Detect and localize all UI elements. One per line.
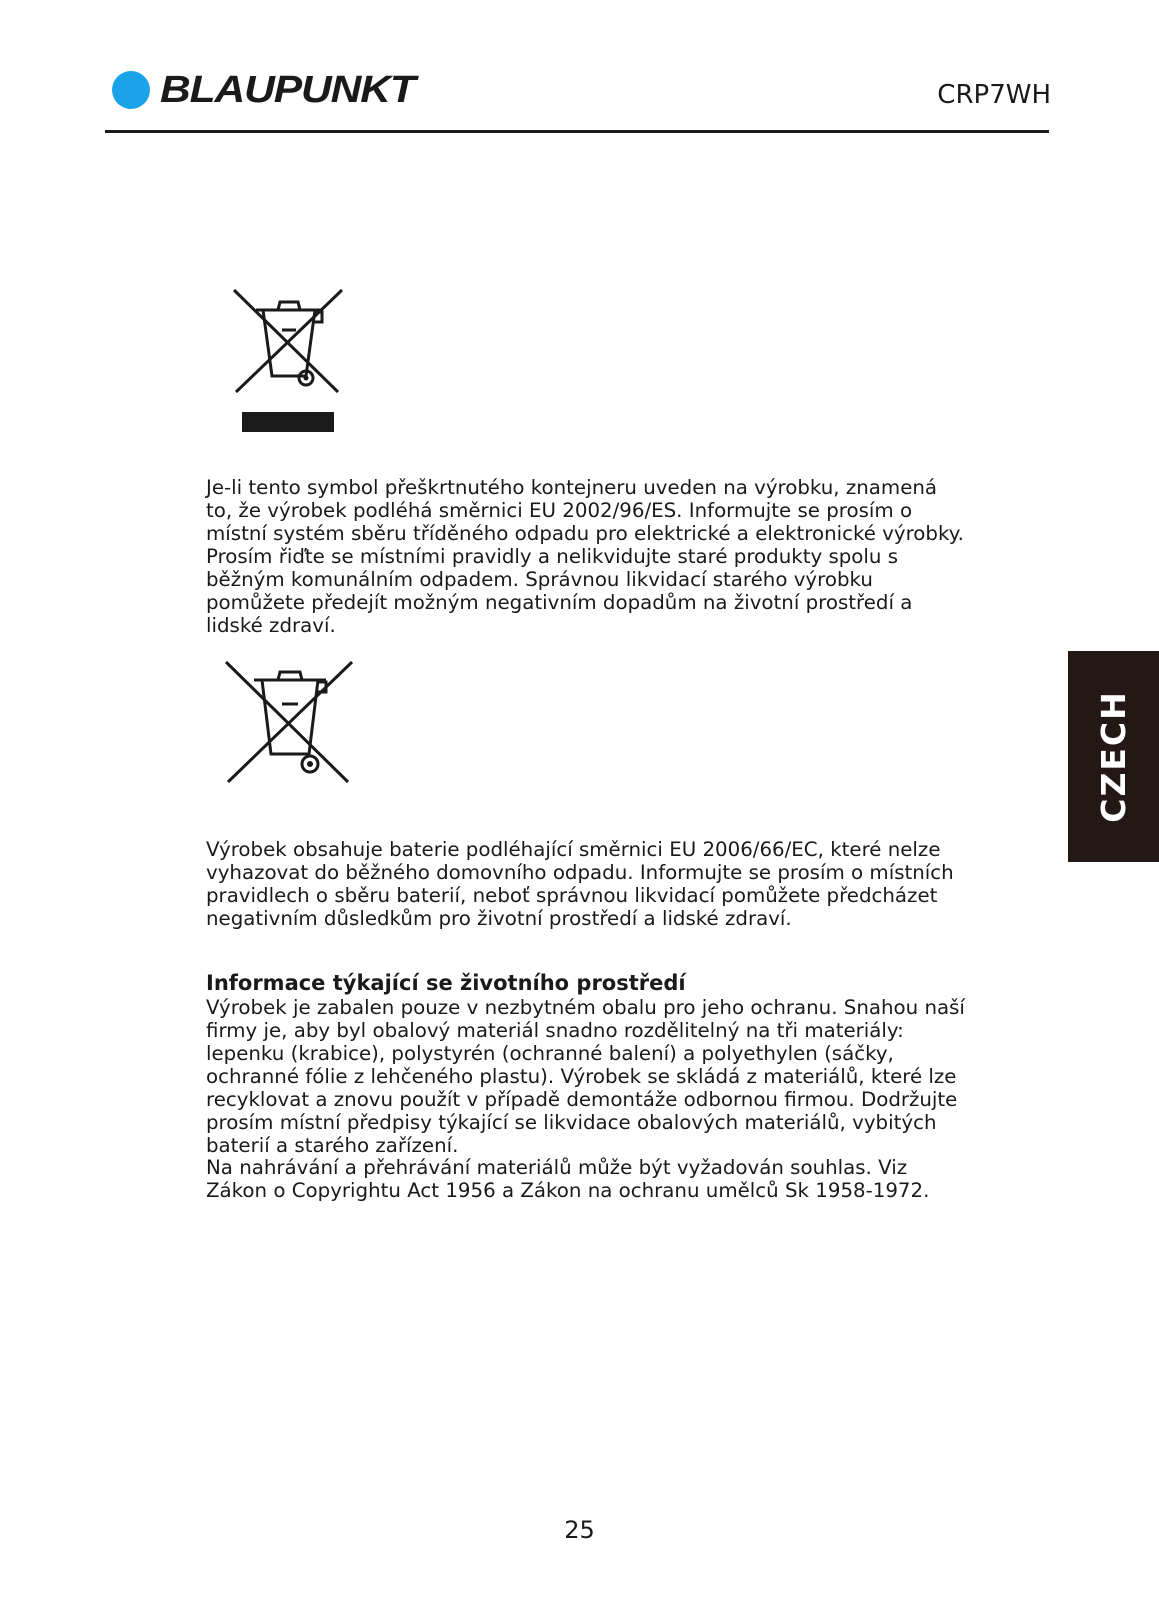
crossed-out-wheeled-bin-with-bar-icon — [230, 286, 346, 438]
environment-heading: Informace týkající se životního prostředí — [206, 971, 686, 995]
language-tab — [1068, 651, 1159, 862]
header-divider — [105, 130, 1049, 133]
weee-disposal-paragraph: Je-li tento symbol přeškrtnutého kontejneru uveden na výrobku, znamená to, že výrobek podléhá směrnici EU 2002/96/ES. Informujte se prosím o místní systém sběru tříděného odpadu pro elektrické a elektronické výrobky. Prosím řiďte se místními pravidly a nelikvidujte staré produkty spolu s běžným komunálním odpadem. Správnou likvidací starého výrobku pomůžete předejít možným negativním dopadům na životní prostředí a lidské zdraví. — [206, 476, 964, 637]
brand-logo — [112, 68, 415, 111]
model-number: CRP7WH — [937, 80, 1051, 110]
environment-paragraph: Výrobek je zabalen pouze v nezbytném obalu pro jeho ochranu. Snahou naší firmy je, aby byl obalový materiál snadno rozdělitelný na tři materiály: lepenku (krabice), polystyrén (ochranné balení) a polyethylen (sáčky, ochranné fólie z lehčeného plastu). Výrobek se skládá z materiálů, které lze recyklovat a znovu použít v případě demontáže odbornou firmou. Dodržujte prosím místní předpisy týkající se likvidace obalových materiálů, vybitých baterií a starého zařízení. — [206, 996, 965, 1157]
language-tab-label: CZECH — [1094, 690, 1133, 823]
crossed-out-wheeled-bin-icon — [222, 658, 356, 788]
battery-disposal-paragraph: Výrobek obsahuje baterie podléhající směrnici EU 2006/66/EC, které nelze vyhazovat do běžného domovního odpadu. Informujte se prosím o místních pravidlech o sběru baterií, neboť správnou likvidací pomůžete předcházet negativním důsledkům pro životní prostředí a lidské zdraví. — [206, 838, 954, 930]
brand-name: BLAUPUNKT — [160, 68, 415, 111]
copyright-paragraph: Na nahrávání a přehrávání materiálů může být vyžadován souhlas. Viz Zákon o Copyrightu Act 1956 a Zákon na ochranu umělců Sk 1958-1972. — [206, 1156, 930, 1202]
page-number: 25 — [564, 1516, 595, 1544]
logo-dot-icon — [112, 71, 150, 109]
